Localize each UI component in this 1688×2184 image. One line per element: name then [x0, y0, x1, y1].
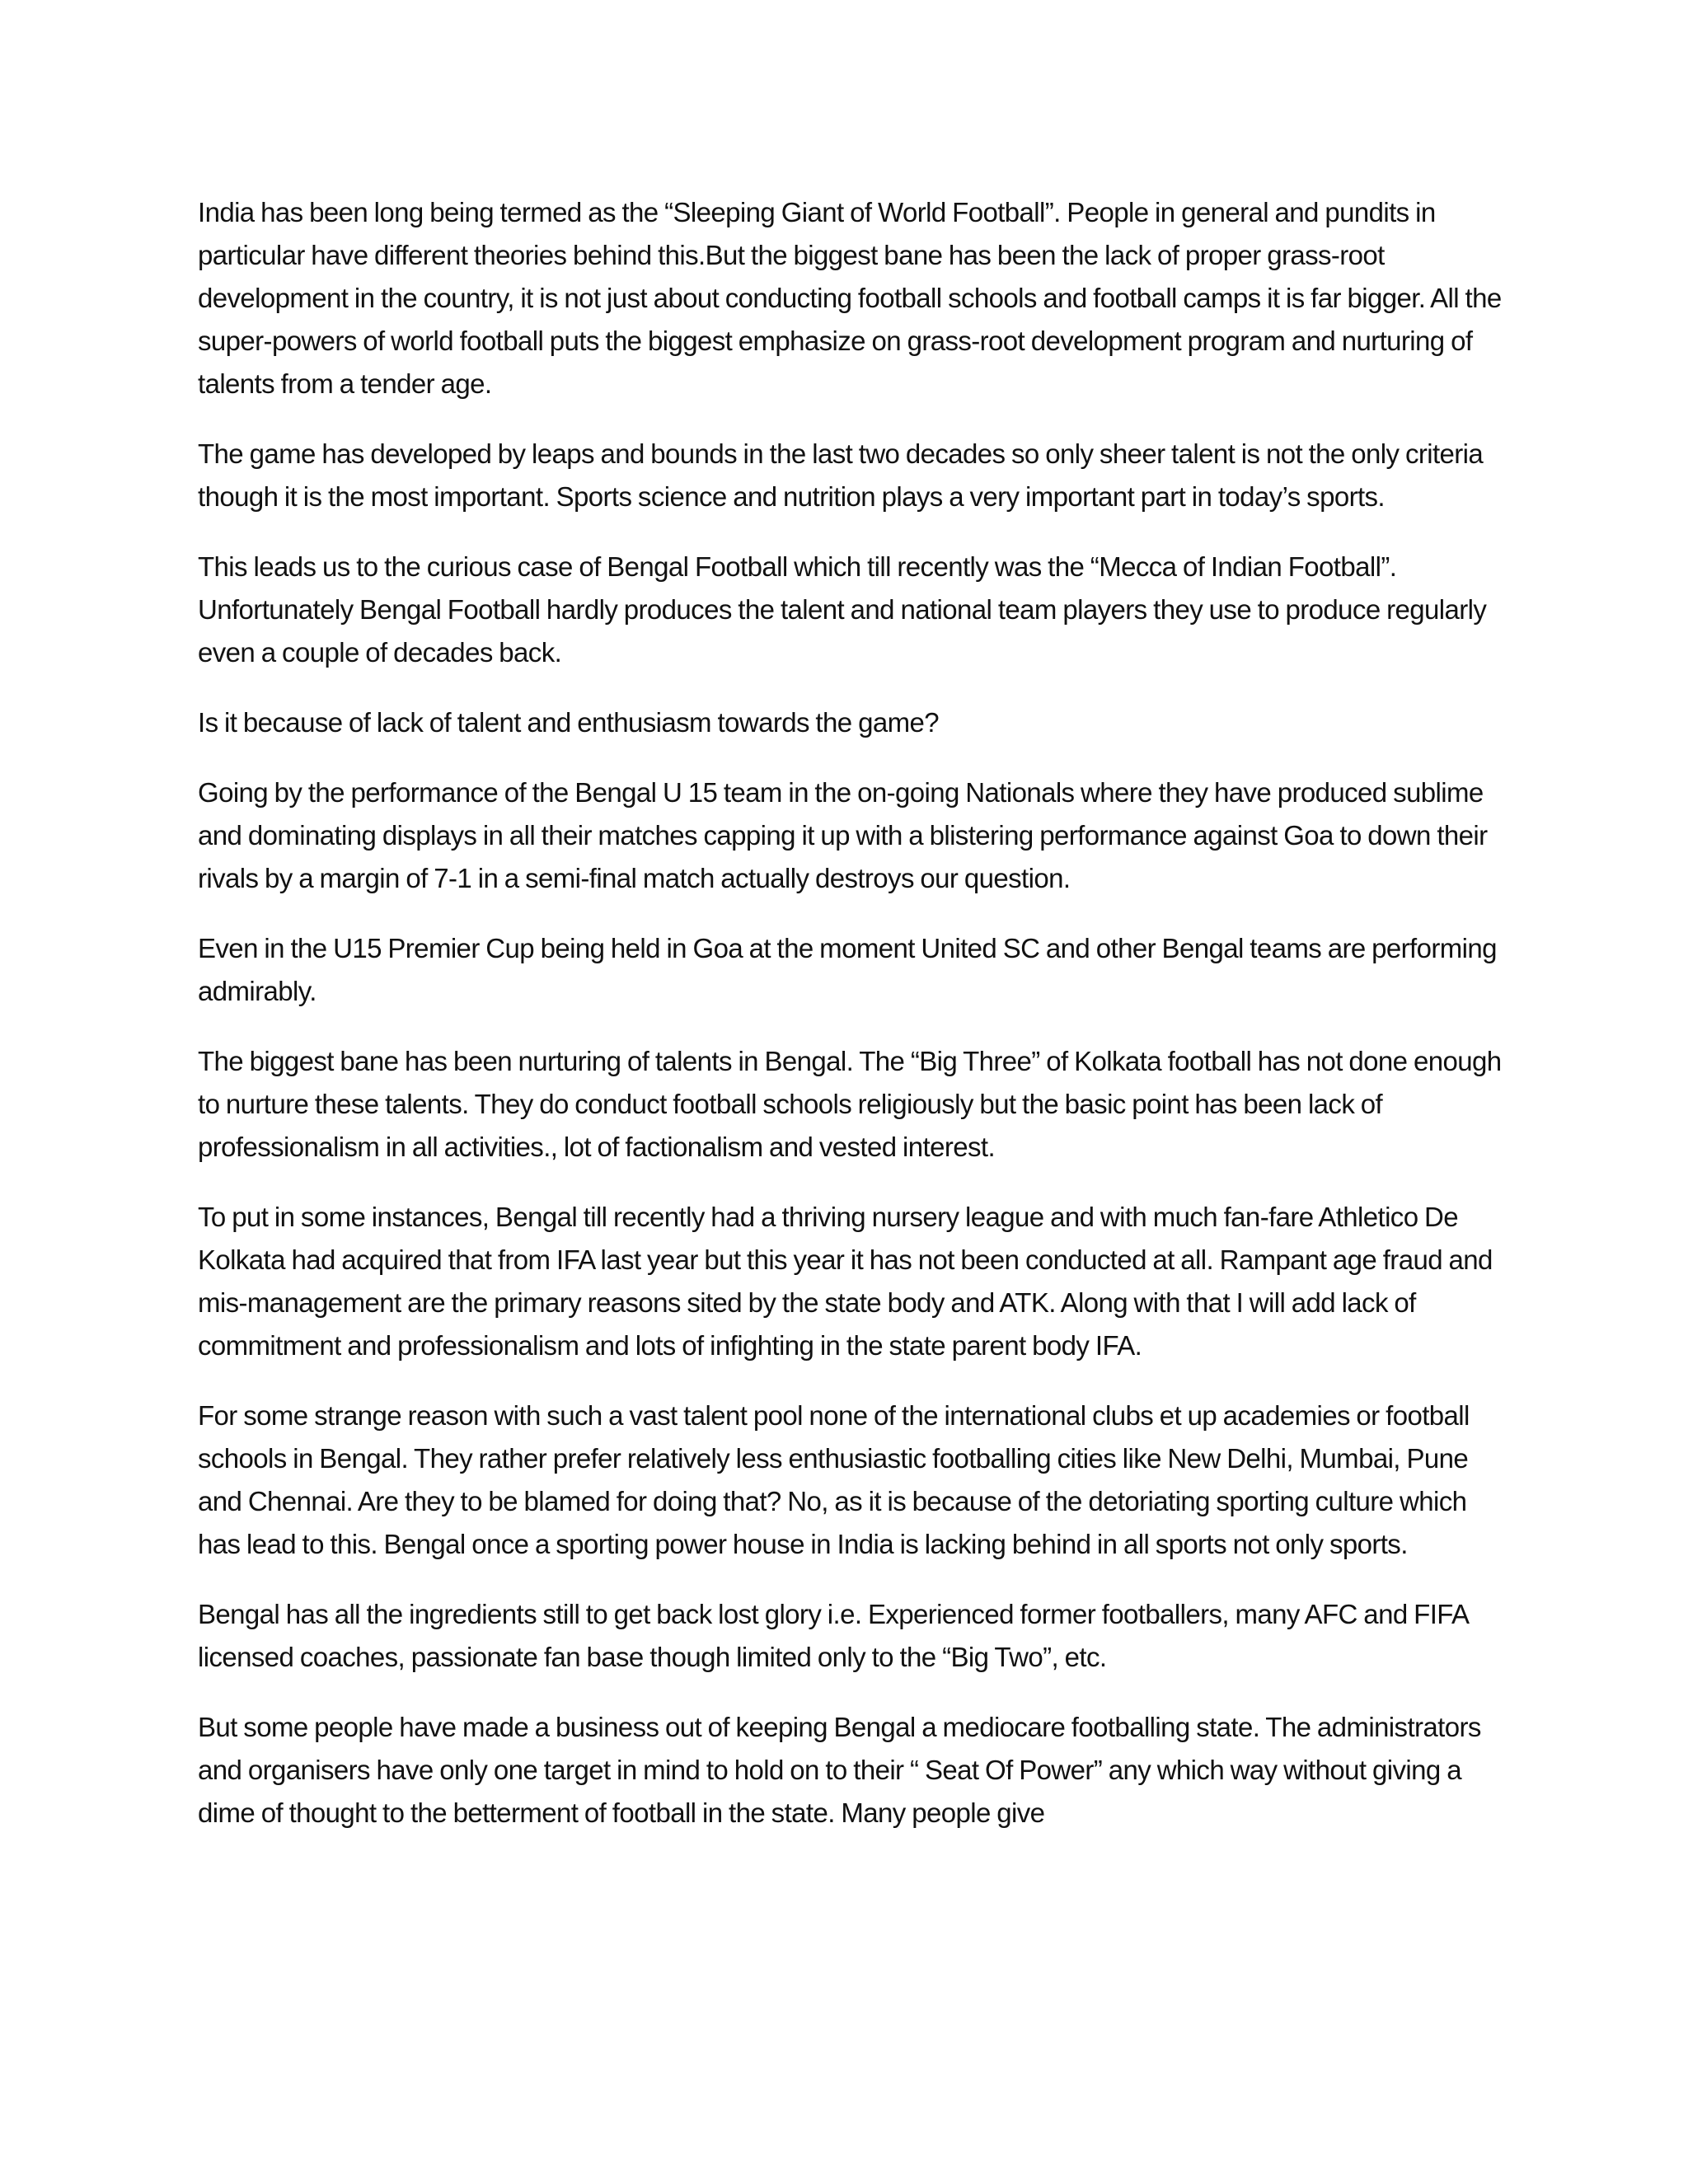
paragraph-seat-of-power: But some people have made a business out of keeping Bengal a mediocare footballing state. The administrators and organisers have only one target in mind to hold on to their “ Seat Of Power” any which way without giving a dime of thought to the betterment of football in the state. Many people give: [198, 1712, 1481, 1828]
paragraph-nursery-league: To put in some instances, Bengal till recently had a thriving nursery league and with much fan-fare Athletico De Kolkata had acquired that from IFA last year but this year it has not been conducted at all. Rampant age fraud and mis-management are the primary reasons sited by the state body and ATK. Along with that I will add lack of commitment and professionalism and lots of infighting in the state parent body IFA.: [198, 1202, 1493, 1361]
paragraph-grassroot-development: India has been long being termed as the “Sleeping Giant of World Football”. People in general and pundits in particular have different theories behind this.But the biggest bane has been the lack of proper grass-root development in the country, it is not just about conducting football schools and football camps it is far bigger. All the super-powers of world football puts the biggest emphasize on grass-root development program and nurturing of talents from a tender age.: [198, 197, 1502, 399]
paragraph-international-clubs: For some strange reason with such a vast talent pool none of the international clubs et up academies or football schools in Bengal. They rather prefer relatively less enthusiastic footballing cities like New Delhi, Mumbai, Pune and Chennai. Are they to be blamed for doing that? No, as it is because of the detoriating sporting culture which has lead to this. Bengal once a sporting power house in India is lacking behind in all sports not only sports.: [198, 1400, 1470, 1559]
paragraph-u15-nationals: Going by the performance of the Bengal U 15 team in the on-going Nationals where they have produced sublime and dominating displays in all their matches capping it up with a blistering performance against Goa to down their rivals by a margin of 7-1 in a semi-final match actually destroys our question.: [198, 777, 1488, 893]
paragraph-bengal-football: This leads us to the curious case of Bengal Football which till recently was the “Mecca of Indian Football”. Unfortunately Bengal Football hardly produces the talent and national team players they use to produce regularly even a couple of decades back.: [198, 551, 1487, 668]
paragraph-question: Is it because of lack of talent and enthusiasm towards the game?: [198, 707, 939, 738]
paragraph-sports-science: The game has developed by leaps and bounds in the last two decades so only sheer talent is not the only criteria though it is the most important. Sports science and nutrition plays a very important part in today’s sports.: [198, 438, 1484, 512]
article-body: [198, 191, 1504, 1862]
paragraph-big-three: The biggest bane has been nurturing of talents in Bengal. The “Big Three” of Kolkata football has not done enough to nurture these talents. They do conduct football schools religiously but the basic point has been lack of professionalism in all activities., lot of factionalism and vested interest.: [198, 1046, 1502, 1162]
paragraph-premier-cup: Even in the U15 Premier Cup being held in Goa at the moment United SC and other Bengal teams are performing admirably.: [198, 933, 1497, 1006]
paragraph-ingredients: Bengal has all the ingredients still to get back lost glory i.e. Experienced former footballers, many AFC and FIFA licensed coaches, passionate fan base though limited only to the “Big Two”, etc.: [198, 1599, 1468, 1672]
